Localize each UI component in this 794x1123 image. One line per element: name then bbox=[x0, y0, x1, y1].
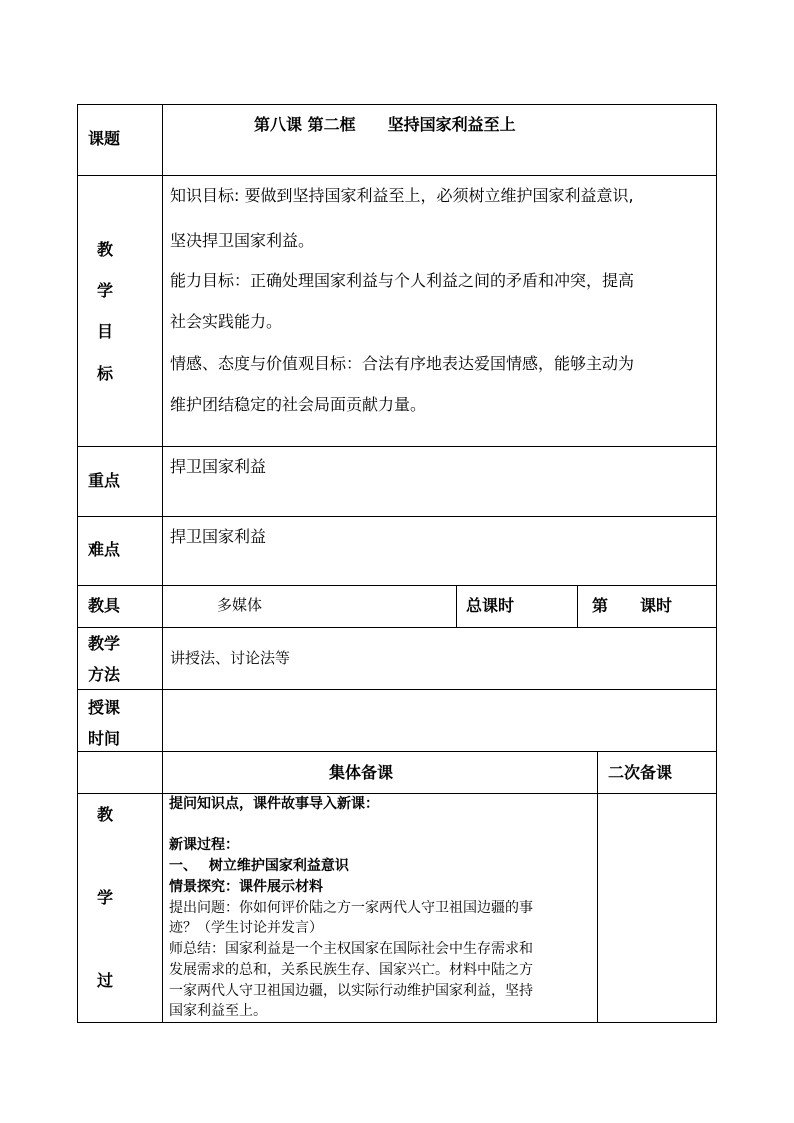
goals-label-char: 标 bbox=[97, 364, 114, 383]
process-body-line: 发展需求的总和，关系民族生存、国家兴亡。材料中陆之方 bbox=[169, 962, 533, 978]
row-divider bbox=[77, 689, 717, 690]
process-intro-line: 提问知识点，课件故事导入新课： bbox=[169, 796, 379, 812]
process-body-line: 国家利益至上。 bbox=[169, 1003, 267, 1019]
table-border-left bbox=[77, 104, 78, 1023]
row-divider bbox=[77, 627, 717, 628]
process-body-line: 师总结：国家利益是一个主权国家在国际社会中生存需求和 bbox=[169, 941, 533, 957]
table-border-top bbox=[77, 104, 717, 105]
period-label: 第 课时 bbox=[592, 596, 673, 615]
total-periods-label: 总课时 bbox=[466, 596, 515, 615]
process-section-line: 一、 树立维护国家利益意识 bbox=[169, 858, 349, 874]
secondary-prep-header: 二次备课 bbox=[608, 763, 673, 782]
emotion-goal-line: 维护团结稳定的社会局面贡献力量。 bbox=[170, 395, 427, 414]
ability-goal-line: 能力目标：正确处理国家利益与个人利益之间的矛盾和冲突，提高 bbox=[170, 271, 635, 290]
tools-value: 多媒体 bbox=[217, 596, 263, 614]
difficulty-value: 捍卫国家利益 bbox=[170, 527, 267, 546]
lesson-title: 第八课 第二框 坚持国家利益至上 bbox=[254, 115, 516, 134]
emotion-goal-line: 情感、态度与价值观目标：合法有序地表达爱国情感，能够主动为 bbox=[170, 354, 635, 373]
process-label-char: 过 bbox=[97, 971, 114, 990]
lesson-topic-label: 课题 bbox=[88, 129, 121, 148]
row-divider bbox=[77, 175, 717, 176]
row-divider bbox=[77, 751, 717, 752]
tools-column-divider bbox=[456, 585, 457, 628]
method-label: 方法 bbox=[88, 665, 121, 684]
difficulty-label: 难点 bbox=[88, 540, 121, 559]
row-divider bbox=[77, 516, 717, 517]
table-border-bottom bbox=[77, 1022, 717, 1023]
process-label-char: 学 bbox=[97, 888, 114, 907]
key-point-value: 捍卫国家利益 bbox=[170, 457, 267, 476]
row-divider bbox=[77, 446, 717, 447]
goals-label-char: 目 bbox=[97, 322, 114, 341]
goals-label-char: 学 bbox=[97, 281, 114, 300]
ability-goal-line: 社会实践能力。 bbox=[170, 312, 283, 331]
knowledge-goal-line: 坚决捍卫国家利益。 bbox=[170, 231, 315, 250]
time-label: 授课 bbox=[88, 698, 121, 717]
time-label: 时间 bbox=[88, 729, 121, 748]
process-heading-line: 新课过程： bbox=[169, 837, 239, 853]
process-label-char: 教 bbox=[97, 805, 114, 824]
collective-prep-header: 集体备课 bbox=[329, 763, 394, 782]
tools-column-divider bbox=[577, 585, 578, 628]
knowledge-goal-line: 知识目标: 要做到坚持国家利益至上，必须树立维护国家利益意识, bbox=[170, 186, 634, 205]
key-point-label: 重点 bbox=[88, 471, 121, 490]
method-value: 讲授法、讨论法等 bbox=[170, 649, 291, 667]
process-inquiry-line: 情景探究：课件展示材料 bbox=[169, 879, 323, 895]
tools-label: 教具 bbox=[88, 596, 121, 615]
label-column-divider bbox=[162, 104, 163, 1023]
process-body-line: 迹？（学生讨论并发言） bbox=[169, 920, 323, 936]
row-divider bbox=[77, 793, 717, 794]
row-divider bbox=[77, 585, 717, 586]
process-body-line: 一家两代人守卫祖国边疆，以实际行动维护国家利益，坚持 bbox=[169, 983, 533, 999]
table-border-right bbox=[716, 104, 717, 1023]
method-label: 教学 bbox=[88, 634, 121, 653]
goals-label-char: 教 bbox=[97, 240, 114, 259]
process-body-line: 提出问题：你如何评价陆之方一家两代人守卫祖国边疆的事 bbox=[169, 900, 533, 916]
prep-column-divider bbox=[597, 751, 598, 1023]
